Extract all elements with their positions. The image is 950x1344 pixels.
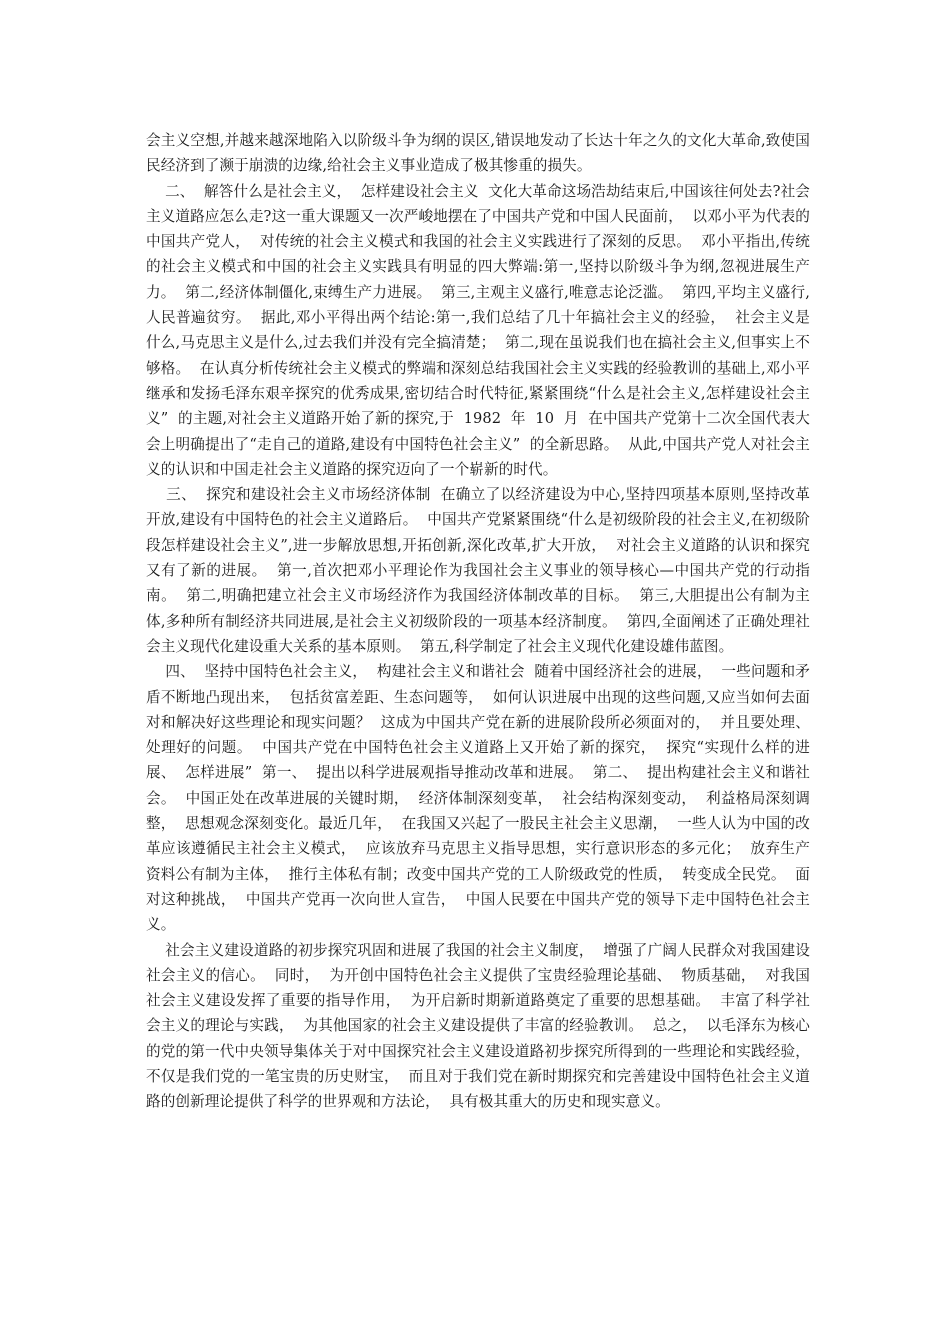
document-body — [146, 128, 820, 1115]
paragraph-continuation: 会主义空想,并越来越深地陷入以阶级斗争为纲的误区,错误地发动了长达十年之久的文化大革命,致使国民经济到了濒于崩溃的边缘,给社会主义事业造成了极其惨重的损失。 — [146, 132, 810, 175]
paragraph-section-two: 二、 解答什么是社会主义， 怎样建设社会主义 文化大革命这场浩劫结束后,中国该往何处去?社会主义道路应怎么走?这一重大课题又一次严峻地摆在了中国共产党和中国人民面前， 以邓小平为代表的中国共产党人， 对传统的社会主义模式和我国的社会主义实践进行了深刻的反思。 邓小平指出,传统的社会主义模式和中国的社会主义实践具有明显的四大弊端:第一,坚持以阶级斗争为纲,忽视进展生产力。 第二,经济体制僵化,束缚生产力进展。 第三,主观主义盛行,唯意志论泛滥。 第四,平均主义盛行,人民普遍贫穷。 据此,邓小平得出两个结论:第一,我们总结了几十年搞社会主义的经验， 社会主义是什么,马克思主义是什么,过去我们并没有完全搞清楚； 第二,现在虽说我们也在搞社会主义,但事实上不够格。 在认真分析传统社会主义模式的弊端和深刻总结我国社会主义实践的经验教训的基础上,邓小平继承和发扬毛泽东艰辛探究的优秀成果,密切结合时代特征,紧紧围绕“什么是社会主义,怎样建设社会主义” 的主题,对社会主义道路开始了新的探究,于 1982 年 10 月 在中国共产党第十二次全国代表大会上明确提出了“走自己的道路,建设有中国特色社会主义” 的全新思路。 从此,中国共产党人对社会主义的认识和中国走社会主义道路的探究迈向了一个崭新的时代。 — [146, 182, 810, 478]
paragraph-section-three: 三、 探究和建设社会主义市场经济体制 在确立了以经济建设为中心,坚持四项基本原则,坚持改革开放,建设有中国特色的社会主义道路后。 中国共产党紧紧围绕“什么是初级阶段的社会主义,在初级阶段怎样建设社会主义”,进一步解放思想,开拓创新,深化改革,扩大开放， 对社会主义道路的认识和探究又有了新的进展。 第一,首次把邓小平理论作为我国社会主义事业的领导核心—中国共产党的行动指南。 第二,明确把建立社会主义市场经济作为我国经济体制改革的目标。 第三,大胆提出公有制为主体,多种所有制经济共同进展,是社会主义初级阶段的一项基本经济制度。 第四,全面阐述了正确处理社会主义现代化建设重大关系的基本原则。 第五,科学制定了社会主义现代化建设雄伟蓝图。 — [146, 486, 810, 655]
paragraph-conclusion: 社会主义建设道路的初步探究巩固和进展了我国的社会主义制度， 增强了广阔人民群众对我国建设社会主义的信心。 同时， 为开创中国特色社会主义提供了宝贵经验理论基础、 物质基础， 对我国社会主义建设发挥了重要的指导作用， 为开启新时期新道路奠定了重要的思想基础。 丰富了科学社会主义的理论与实践， 为其他国家的社会主义建设提供了丰富的经验教训。 总之， 以毛泽东为核心的党的第一代中央领导集体关于对中国探究社会主义建设道路初步探究所得到的一些理论和实践经验， 不仅是我们党的一笔宝贵的历史财宝， 而且对于我们党在新时期探究和完善建设中国特色社会主义道路的创新理论提供了科学的世界观和方法论， 具有极其重大的历史和现实意义。 — [146, 941, 820, 1111]
paragraph-section-four: 四、 坚持中国特色社会主义， 构建社会主义和谐社会 随着中国经济社会的进展， 一些问题和矛盾不断地凸现出来， 包括贫富差距、生态问题等， 如何认识进展中出现的这些问题,又应当如何去面对和解决好这些理论和现实问题？ 这成为中国共产党在新的进展阶段所必须面对的， 并且要处理、 处理好的问题。 中国共产党在中国特色社会主义道路上又开始了新的探究， 探究“实现什么样的进展、 怎样进展” 第一、 提出以科学进展观指导推动改革和进展。 第二、 提出构建社会主义和谐社会。 中国正处在改革进展的关键时期， 经济体制深刻变革， 社会结构深刻变动， 利益格局深刻调整， 思想观念深刻变化。最近几年， 在我国又兴起了一股民主社会主义思潮， 一些人认为中国的改革应该遵循民主社会主义模式， 应该放弃马克思主义指导思想，实行意识形态的多元化； 放弃生产资料公有制为主体， 推行主体私有制；改变中国共产党的工人阶级政党的性质， 转变成全民党。 面对这种挑战， 中国共产党再一次向世人宣告， 中国人民要在中国共产党的领导下走中国特色社会主义。 — [146, 663, 820, 934]
